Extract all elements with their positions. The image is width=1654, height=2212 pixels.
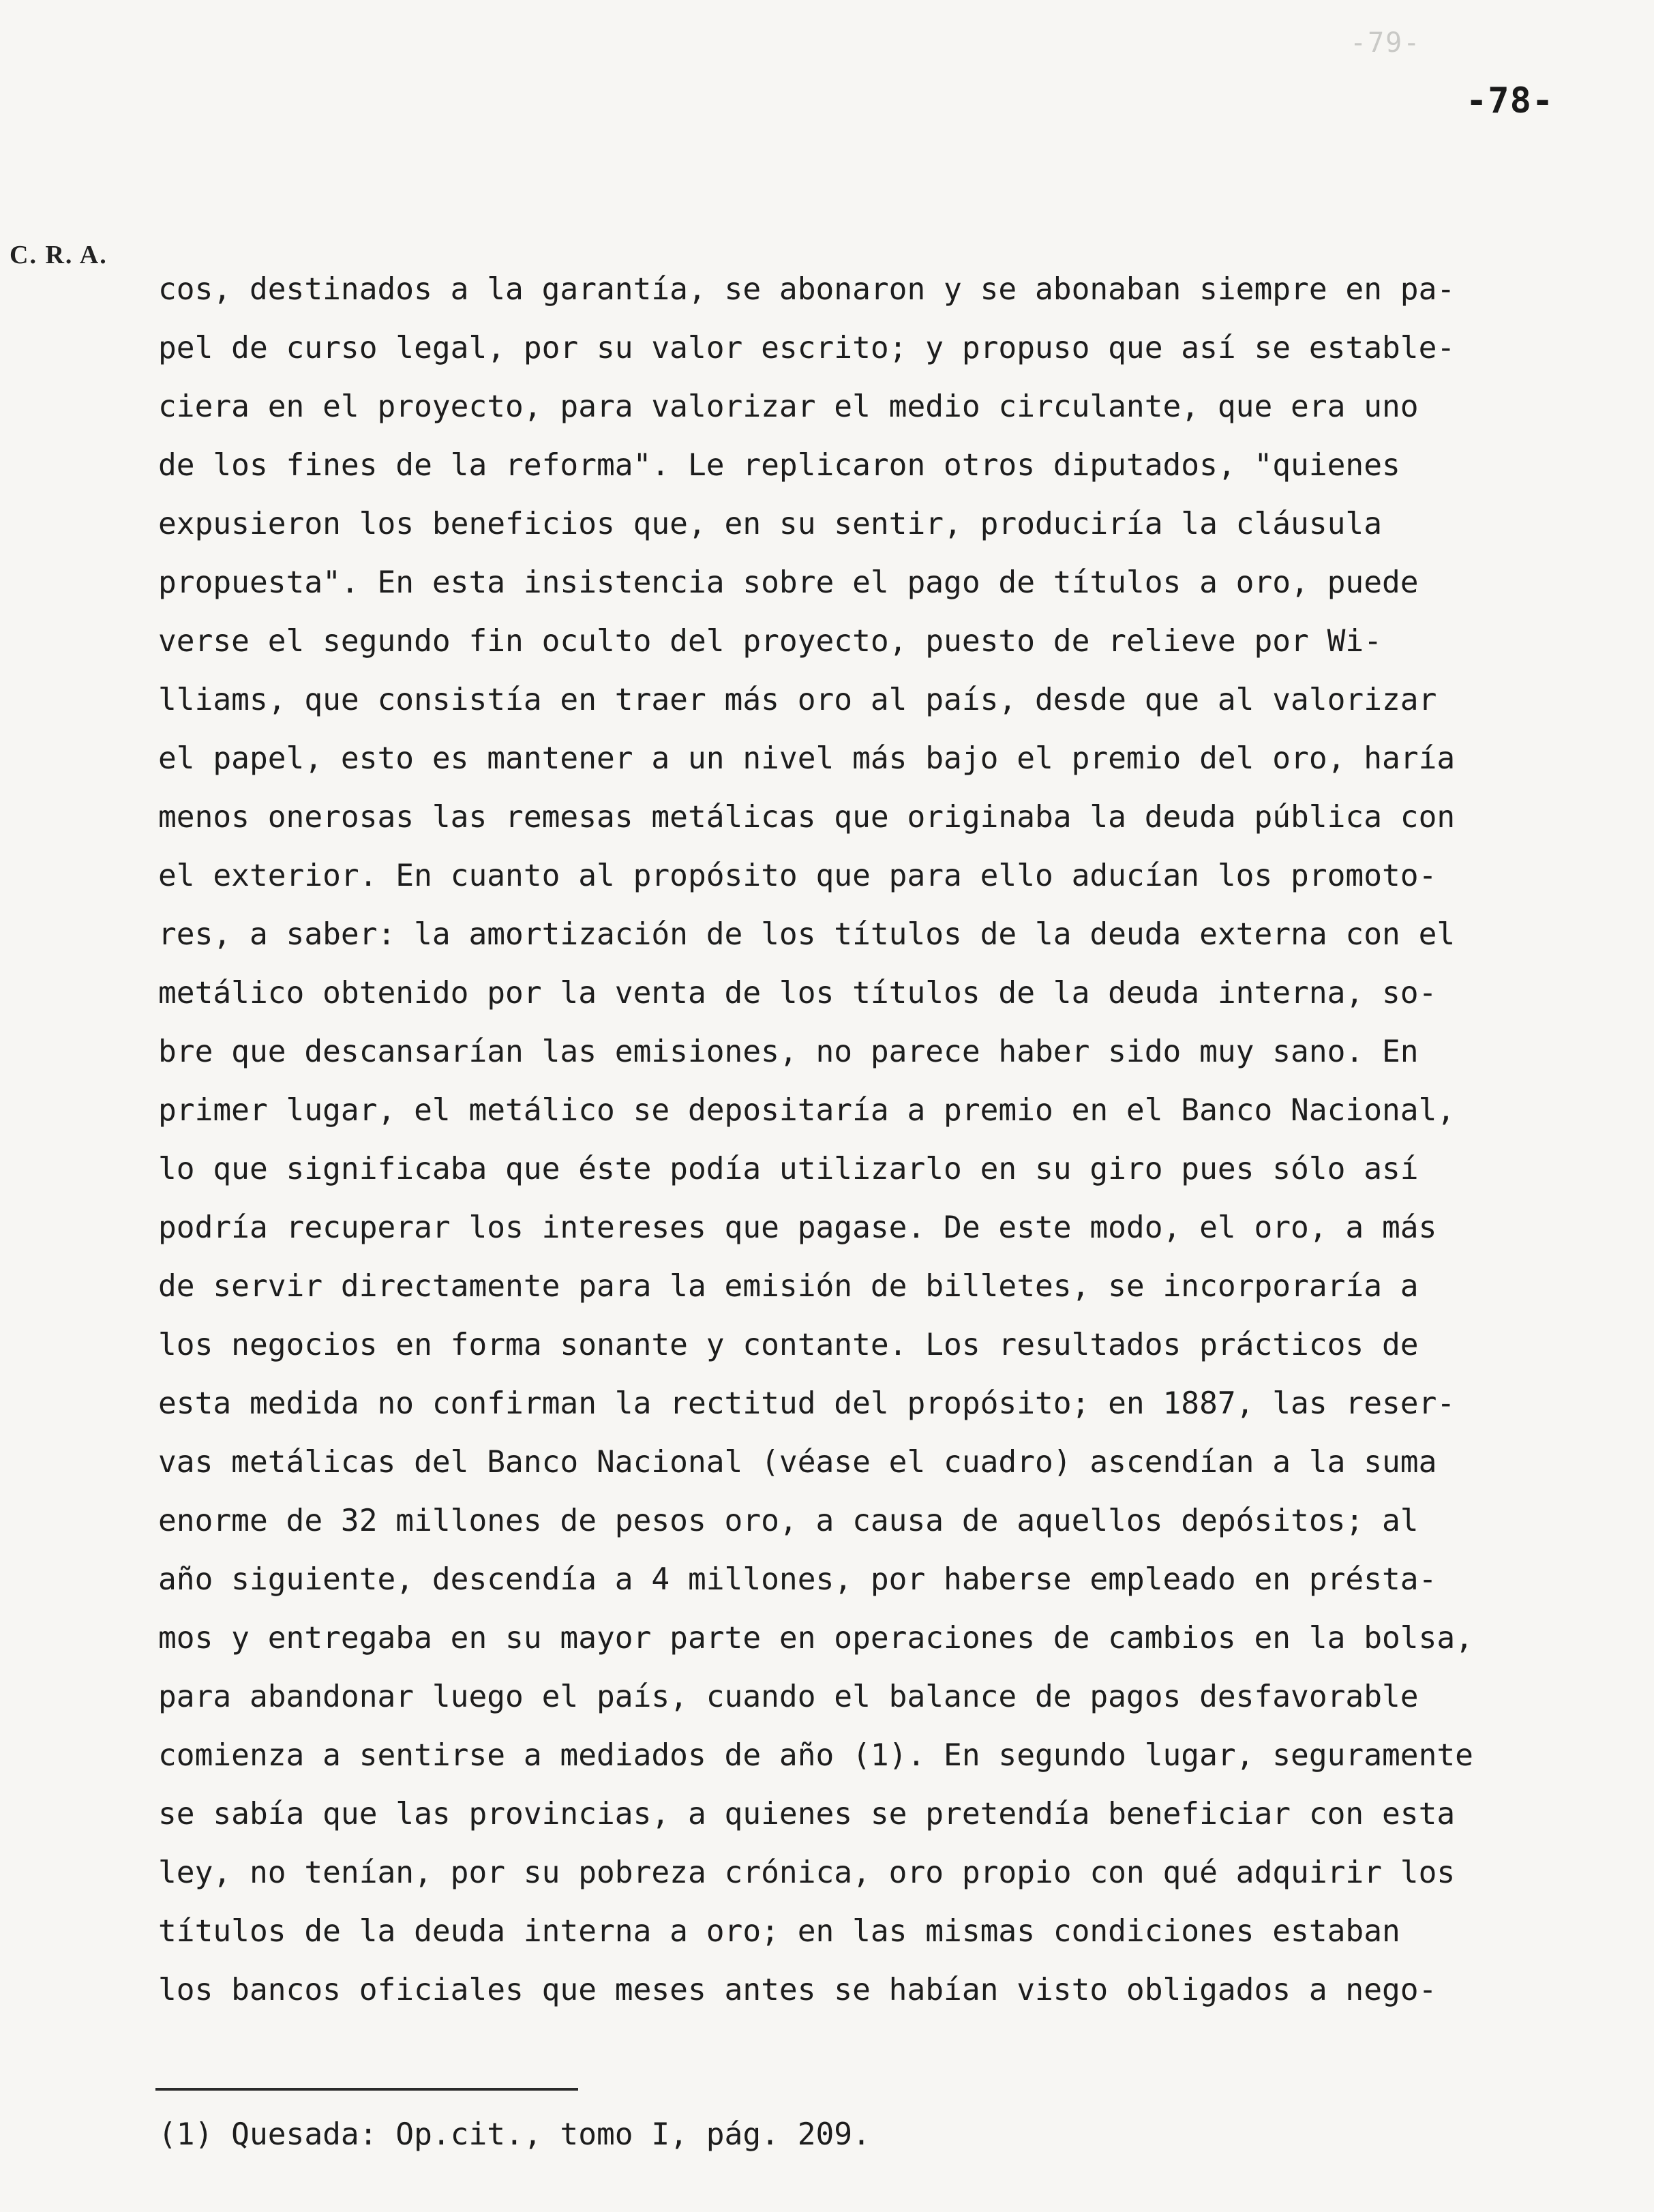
body-text [158,260,1654,2020]
text-line: para abandonar luego el país, cuando el balance de pagos desfavorable [158,1679,1419,1714]
text-line: res, a saber: la amortización de los títulos de la deuda externa con el [158,917,1456,952]
text-line: mos y entregaba en su mayor parte en operaciones de cambios en la bolsa, [158,1621,1473,1656]
text-line: comienza a sentirse a mediados de año (1). En segundo lugar, seguramente [158,1738,1473,1773]
text-line: el exterior. En cuanto al propósito que para ello aducían los promoto- [158,858,1437,893]
footnote-divider [155,2088,578,2091]
text-line: expusieron los beneficios que, en su sentir, produciría la cláusula [158,507,1383,541]
text-line: vas metálicas del Banco Nacional (véase el cuadro) ascendían a la suma [158,1445,1437,1480]
text-line: metálico obtenido por la venta de los títulos de la deuda interna, so- [158,976,1437,1011]
text-line: los negocios en forma sonante y contante. Los resultados prácticos de [158,1328,1419,1362]
text-line: primer lugar, el metálico se depositaría a premio en el Banco Nacional, [158,1093,1456,1128]
text-line: menos onerosas las remesas metálicas que originaba la deuda pública con [158,800,1456,835]
text-line: el papel, esto es mantener a un nivel más bajo el premio del oro, haría [158,741,1456,776]
text-line: esta medida no confirman la rectitud del propósito; en 1887, las reser- [158,1386,1456,1421]
bleed-through-page-number: -79- [1350,27,1422,59]
text-line: pel de curso legal, por su valor escrito; y propuso que así se estable- [158,331,1456,365]
text-line: lo que significaba que éste podía utilizarlo en su giro pues sólo así [158,1152,1419,1186]
footnote: (1) Quesada: Op.cit., tomo I, pág. 209. [158,2117,871,2152]
text-line: bre que descansarían las emisiones, no parece haber sido muy sano. En [158,1034,1419,1069]
text-line: los bancos oficiales que meses antes se habían visto obligados a nego- [158,1973,1437,2007]
text-line: ley, no tenían, por su pobreza crónica, oro propio con qué adquirir los [158,1855,1456,1890]
text-line: de los fines de la reforma". Le replicaron otros diputados, "quienes [158,448,1400,483]
text-line: propuesta". En esta insistencia sobre el pago de títulos a oro, puede [158,565,1419,600]
text-line: enorme de 32 millones de pesos oro, a causa de aquellos depósitos; al [158,1504,1419,1538]
text-line: títulos de la deuda interna a oro; en las mismas condiciones estaban [158,1914,1400,1949]
text-line: cos, destinados a la garantía, se abonaron y se abonaban siempre en pa- [158,272,1456,307]
text-line: año siguiente, descendía a 4 millones, por haberse empleado en présta- [158,1562,1437,1597]
text-line: podría recuperar los intereses que pagase. De este modo, el oro, a más [158,1210,1437,1245]
text-line: ciera en el proyecto, para valorizar el medio circulante, que era uno [158,389,1419,424]
text-line: verse el segundo fin oculto del proyecto, puesto de relieve por Wi- [158,624,1383,659]
text-line: lliams, que consistía en traer más oro al país, desde que al valorizar [158,683,1437,717]
margin-stamp: C. R. A. [10,241,108,269]
page-number: -78- [1466,80,1554,121]
text-line: de servir directamente para la emisión de billetes, se incorporaría a [158,1269,1419,1304]
text-line: se sabía que las provincias, a quienes se pretendía beneficiar con esta [158,1797,1456,1832]
